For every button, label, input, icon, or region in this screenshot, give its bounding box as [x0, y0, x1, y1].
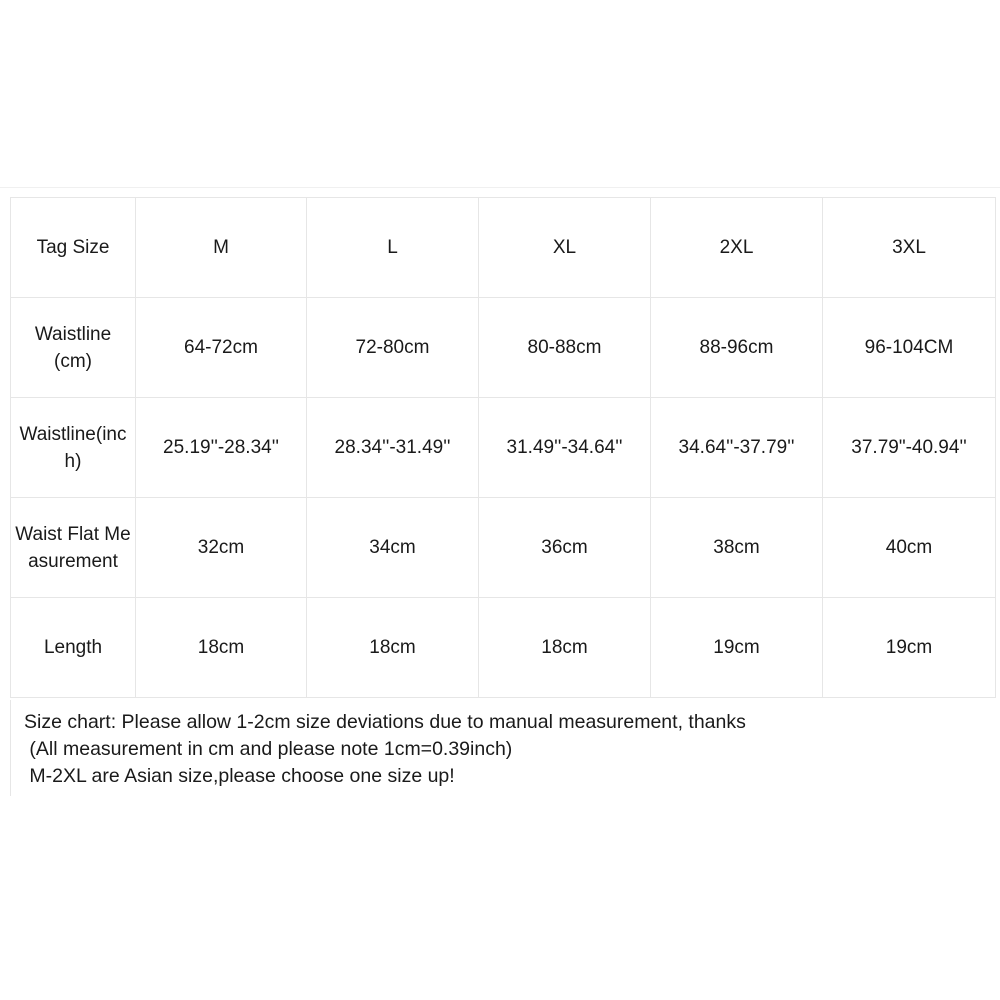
table-cell: 72-80cm [307, 298, 479, 398]
table-cell: 18cm [307, 598, 479, 698]
table-row [11, 398, 996, 498]
table-cell: 80-88cm [479, 298, 651, 398]
table-cell: 34cm [307, 498, 479, 598]
row-label: Waistline(inch) [11, 398, 136, 498]
size-notes [10, 700, 996, 796]
table-row [11, 598, 996, 698]
table-cell: 18cm [479, 598, 651, 698]
table-cell: 19cm [823, 598, 996, 698]
table-cell: 36cm [479, 498, 651, 598]
header-cell: M [136, 198, 307, 298]
top-divider [0, 187, 1000, 188]
header-cell: 2XL [651, 198, 823, 298]
table-cell: 25.19''-28.34'' [136, 398, 307, 498]
table-cell: 32cm [136, 498, 307, 598]
note-line: (All measurement in cm and please note 1cm=0.39inch) [24, 738, 513, 760]
table-cell: 64-72cm [136, 298, 307, 398]
size-chart-table [10, 197, 996, 698]
header-cell: L [307, 198, 479, 298]
row-label: Length [11, 598, 136, 698]
table-cell: 96-104CM [823, 298, 996, 398]
header-cell: XL [479, 198, 651, 298]
table-cell: 28.34''-31.49'' [307, 398, 479, 498]
table-cell: 88-96cm [651, 298, 823, 398]
row-label: Waistline (cm) [11, 298, 136, 398]
note-line: Size chart: Please allow 1-2cm size deviations due to manual measurement, thanks [24, 711, 746, 733]
header-cell: 3XL [823, 198, 996, 298]
table-cell: 38cm [651, 498, 823, 598]
table-row [11, 498, 996, 598]
table-cell: 18cm [136, 598, 307, 698]
table-header-row [11, 198, 996, 298]
table-cell: 34.64''-37.79'' [651, 398, 823, 498]
row-label: Waist Flat Measurement [11, 498, 136, 598]
table-cell: 40cm [823, 498, 996, 598]
header-cell: Tag Size [11, 198, 136, 298]
table-row [11, 298, 996, 398]
table-cell: 31.49''-34.64'' [479, 398, 651, 498]
table-cell: 37.79"-40.94'' [823, 398, 996, 498]
table-cell: 19cm [651, 598, 823, 698]
note-line: M-2XL are Asian size,please choose one size up! [24, 765, 455, 787]
